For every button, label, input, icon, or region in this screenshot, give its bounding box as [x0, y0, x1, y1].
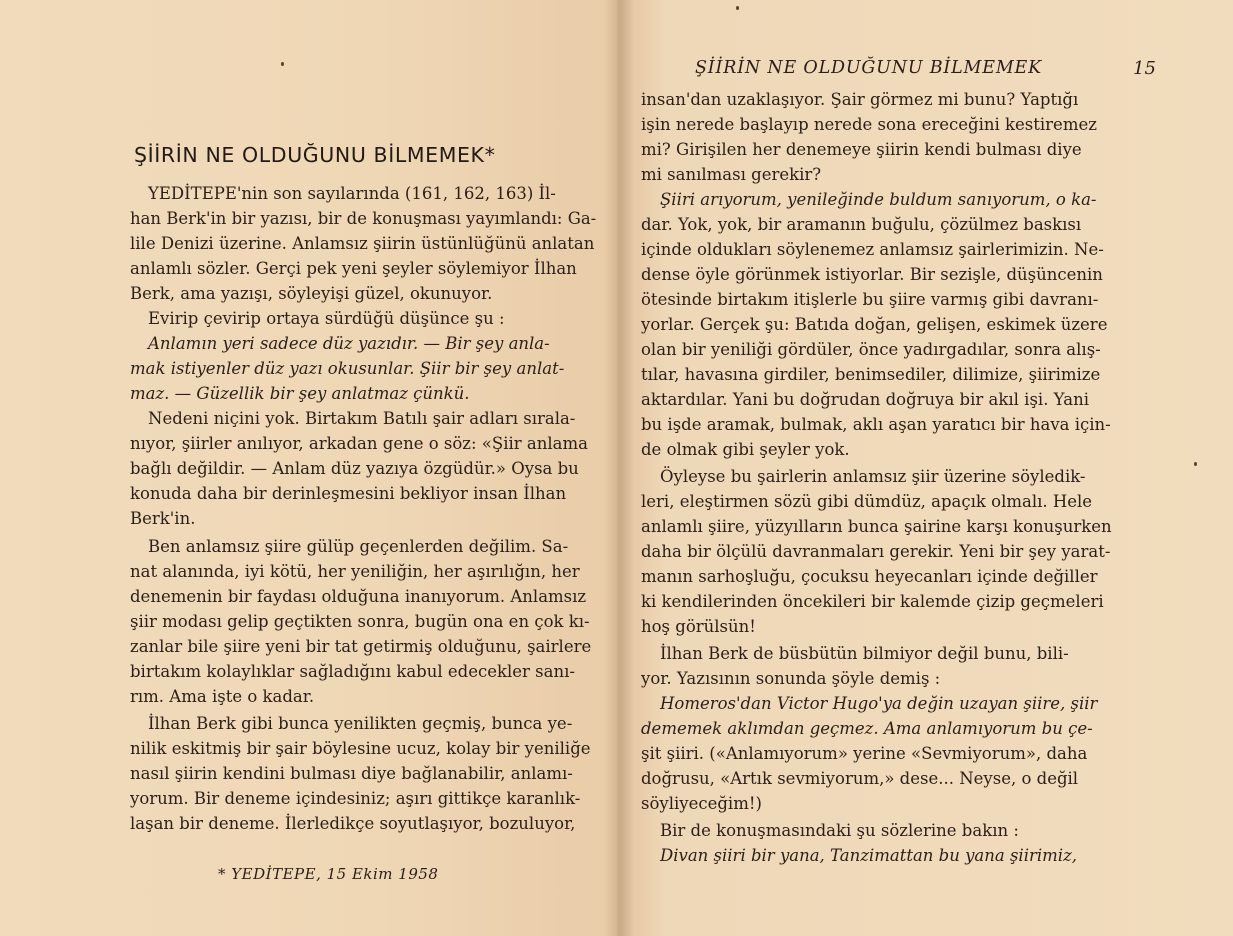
text-line: lile Denizi üzerine. Anlamsız şiirin üstünlüğünü anlatan — [130, 234, 595, 253]
text-line: manın sarhoşluğu, çocuksu heyecanları içinde değiller — [641, 567, 1098, 586]
quote-line: Homeros'dan Victor Hugo'ya değin uzayan şiire, şiir — [660, 694, 1098, 713]
text-line: işin nerede başlayıp nerede sona ereceğini kestiremez — [641, 115, 1097, 134]
text-line: nat alanında, iyi kötü, her yeniliğin, her aşırılığın, her — [130, 562, 580, 581]
text-line: nıyor, şiirler anılıyor, arkadan gene o söz: «Şiir anlama — [130, 434, 588, 453]
text-line: nilik eskitmiş bir şair böylesine ucuz, kolay bir yeniliğe — [130, 739, 591, 758]
text-line: aktardılar. Yani bu doğrudan doğruya bir akıl işi. Yani — [641, 390, 1090, 409]
text-line: tılar, havasına girdiler, benimsediler, dilimize, şiirimize — [641, 365, 1101, 384]
text-line: zanlar bile şiire yeni bir tat getirmiş olduğunu, şairlere — [130, 637, 592, 656]
text-line: insan'dan uzaklaşıyor. Şair görmez mi bunu? Yaptığı — [641, 90, 1079, 109]
text-line: ötesinde birtakım itişlerle bu şiire varmış gibi davranı- — [641, 290, 1099, 309]
text-line: daha bir ölçülü davranmaları gerekir. Yeni bir şey yarat- — [641, 542, 1111, 561]
text-line: İlhan Berk gibi bunca yenilikten geçmiş, bunca ye- — [148, 714, 573, 733]
quote-line: maz. — Güzellik bir şey anlatmaz çünkü. — [130, 384, 470, 403]
quote-line: Anlamın yeri sadece düz yazıdır. — Bir şey anla- — [148, 334, 550, 353]
text-line: doğrusu, «Artık sevmiyorum,» dese... Neyse, o değil — [641, 769, 1079, 788]
text-line: olan bir yeniliği gördüler, önce yadırgadılar, sonra alış- — [641, 340, 1101, 359]
quote-line: Divan şiiri bir yana, Tanzimattan bu yana şiirimiz, — [660, 846, 1078, 865]
text-line: içinde oldukları söylenemez anlamsız şairlerimizin. Ne- — [641, 240, 1104, 259]
text-line: şit şiiri. («Anlamıyorum» yerine «Sevmiyorum», daha — [641, 744, 1088, 763]
text-line: Berk, ama yazışı, söyleyişi güzel, okunuyor. — [130, 284, 493, 303]
text-line: Bir de konuşmasındaki şu sözlerine bakın : — [660, 821, 1019, 840]
text-line: bağlı değildir. — Anlam düz yazıya özgüdür.» Oysa bu — [130, 459, 579, 478]
text-line: dar. Yok, yok, bir aramanın buğulu, çözülmez baskısı — [641, 215, 1082, 234]
text-line: hoş görülsün! — [641, 617, 756, 636]
text-line: leri, eleştirmen sözü gibi dümdüz, apaçık olmalı. Hele — [641, 492, 1093, 511]
article-title: ŞİİRİN NE OLDUĞUNU BİLMEMEK* — [134, 143, 496, 167]
running-head: ŞİİRİN NE OLDUĞUNU BİLMEMEK — [695, 58, 1042, 78]
text-line: YEDİTEPE'nin son sayılarında (161, 162, 163) İl- — [148, 184, 556, 203]
text-line: Ben anlamsız şiire gülüp geçenlerden değilim. Sa- — [148, 537, 569, 556]
text-line: de olmak gibi şeyler yok. — [641, 440, 850, 459]
text-line: laşan bir deneme. İlerledikçe soyutlaşıyor, bozuluyor, — [130, 814, 576, 833]
text-line: Nedeni niçini yok. Birtakım Batılı şair adları sırala- — [148, 409, 576, 428]
text-line: yor. Yazısının sonunda şöyle demiş : — [641, 669, 941, 688]
text-line: birtakım kolaylıklar sağladığını kabul edecekler sanı- — [130, 662, 575, 681]
text-line: dense öyle görünmek istiyorlar. Bir sezişle, düşüncenin — [641, 265, 1103, 284]
text-line: Öyleyse bu şairlerin anlamsız şiir üzerine söyledik- — [660, 467, 1086, 486]
quote-line: dememek aklımdan geçmez. Ama anlamıyorum bu çe- — [641, 719, 1093, 738]
quote-line: Şiiri arıyorum, yenileğinde buldum sanıyorum, o ka- — [660, 190, 1097, 209]
paper-speck — [736, 6, 739, 10]
footnote: * YEDİTEPE, 15 Ekim 1958 — [218, 865, 439, 883]
text-line: anlamlı sözler. Gerçi pek yeni şeyler söylemiyor İlhan — [130, 259, 577, 278]
book-gutter — [604, 0, 634, 936]
text-line: konuda daha bir derinleşmesini bekliyor insan İlhan — [130, 484, 567, 503]
text-line: yorlar. Gerçek şu: Batıda doğan, gelişen, eskimek üzere — [641, 315, 1108, 334]
text-line: söyliyeceğim!) — [641, 794, 762, 813]
text-line: han Berk'in bir yazısı, bir de konuşması yayımlandı: Ga- — [130, 209, 597, 228]
text-line: nasıl şiirin kendini bulması diye bağlanabilir, anlamı- — [130, 764, 573, 783]
text-line: denemenin bir faydası olduğuna inanıyorum. Anlamsız — [130, 587, 587, 606]
paper-speck — [281, 62, 284, 66]
quote-line: mak istiyenler düz yazı okusunlar. Şiir bir şey anlat- — [130, 359, 565, 378]
text-line: mi? Girişilen her denemeye şiirin kendi bulması diye — [641, 140, 1082, 159]
text-line: yorum. Bir deneme içindesiniz; aşırı gittikçe karanlık- — [130, 789, 581, 808]
text-line: İlhan Berk de büsbütün bilmiyor değil bunu, bili- — [660, 644, 1069, 663]
text-line: Evirip çevirip ortaya sürdüğü düşünce şu : — [148, 309, 505, 328]
text-line: anlamlı şiire, yüzyılların bunca şairine karşı konuşurken — [641, 517, 1112, 536]
text-line: şiir modası gelip geçtikten sonra, bugün ona en çok kı- — [130, 612, 590, 631]
text-line: ki kendilerinden öncekileri bir kalemde çizip geçmeleri — [641, 592, 1104, 611]
text-line: Berk'in. — [130, 509, 196, 528]
text-line: mi sanılması gerekir? — [641, 165, 822, 184]
text-line: bu işde aramak, bulmak, aklı aşan yaratıcı bir hava için- — [641, 415, 1111, 434]
page-number: 15 — [1133, 58, 1156, 79]
text-line: rım. Ama işte o kadar. — [130, 687, 315, 706]
paper-speck — [1194, 462, 1197, 466]
